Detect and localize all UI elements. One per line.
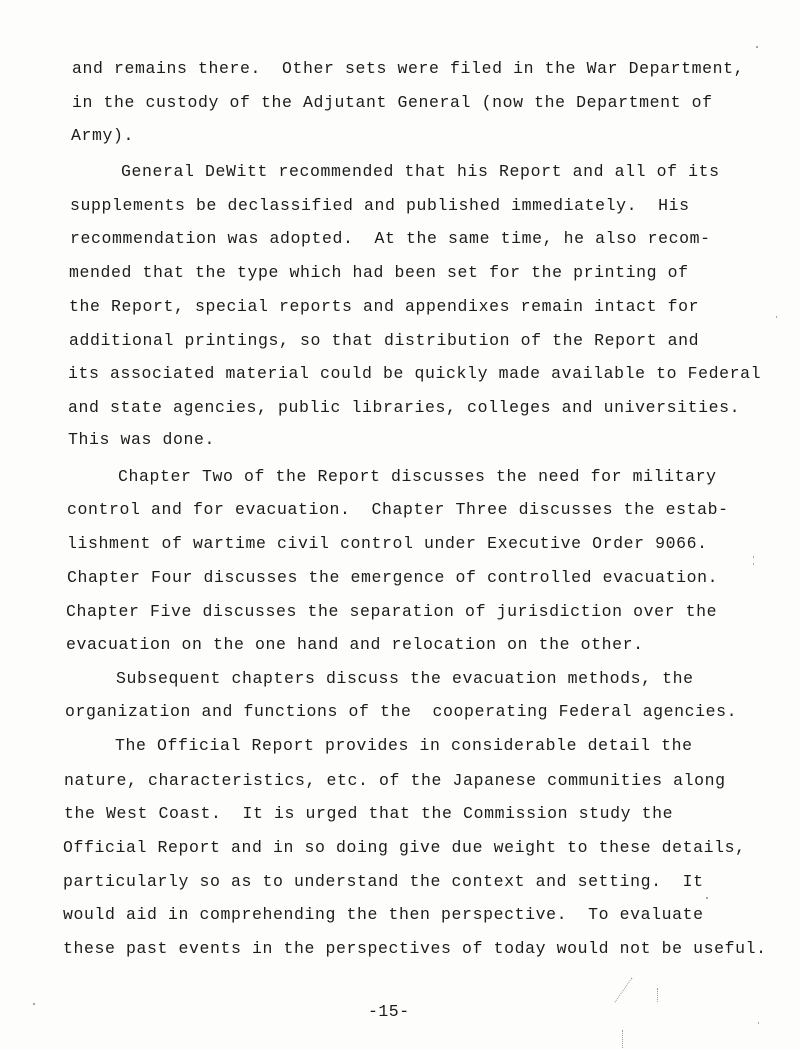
text-line-1: and remains there. Other sets were filed in the War Department, [72,59,745,78]
text-line-21: The Official Report provides in considerable detail the [115,736,693,755]
text-line-2: in the custody of the Adjutant General (now the Department of [72,93,713,112]
text-line-15: lishment of wartime civil control under Executive Order 9066. [67,534,708,553]
text-line-14: control and for evacuation. Chapter Three discusses the estab- [67,500,729,519]
scan-speck [756,46,758,48]
scan-mark [657,988,658,1002]
text-line-27: these past events in the perspectives of today would not be useful. [63,939,767,958]
text-line-9: additional printings, so that distribution of the Report and [69,331,700,350]
text-line-11: and state agencies, public libraries, colleges and universities. [68,398,741,417]
scan-speck [753,556,754,558]
text-line-5: supplements be declassified and published immediately. His [70,196,690,215]
scan-speck [33,1003,35,1005]
scan-speck [776,316,777,318]
text-line-4: General DeWitt recommended that his Report and all of its [121,162,720,181]
text-line-26: would aid in comprehending the then perspective. To evaluate [63,905,704,924]
text-line-16: Chapter Four discusses the emergence of controlled evacuation. [67,568,719,587]
text-line-24: Official Report and in so doing give due weight to these details, [63,838,746,857]
scan-speck [758,1022,759,1024]
text-line-18: evacuation on the one hand and relocation on the other. [66,635,644,654]
text-line-20: organization and functions of the cooperating Federal agencies. [65,702,738,721]
text-line-10: its associated material could be quickly made available to Federal [68,364,762,383]
text-line-8: the Report, special reports and appendixes remain intact for [69,297,700,316]
text-line-23: the West Coast. It is urged that the Commission study the [64,804,674,823]
text-line-17: Chapter Five discusses the separation of jurisdiction over the [66,602,718,621]
text-line-19: Subsequent chapters discuss the evacuation methods, the [116,669,694,688]
text-line-7: mended that the type which had been set for the printing of [69,263,689,282]
text-line-13: Chapter Two of the Report discusses the need for military [118,467,717,486]
text-line-25: particularly so as to understand the context and setting. It [63,872,704,891]
text-line-3: Army). [71,126,135,145]
text-line-6: recommendation was adopted. At the same time, he also recom- [70,229,711,248]
scan-speck [753,563,754,565]
page-number: -15- [368,1002,410,1021]
scan-speck [706,897,708,899]
scan-mark [622,1030,623,1048]
scan-mark [614,977,632,1002]
text-line-12: This was done. [68,430,216,449]
text-line-22: nature, characteristics, etc. of the Japanese communities along [64,771,726,790]
